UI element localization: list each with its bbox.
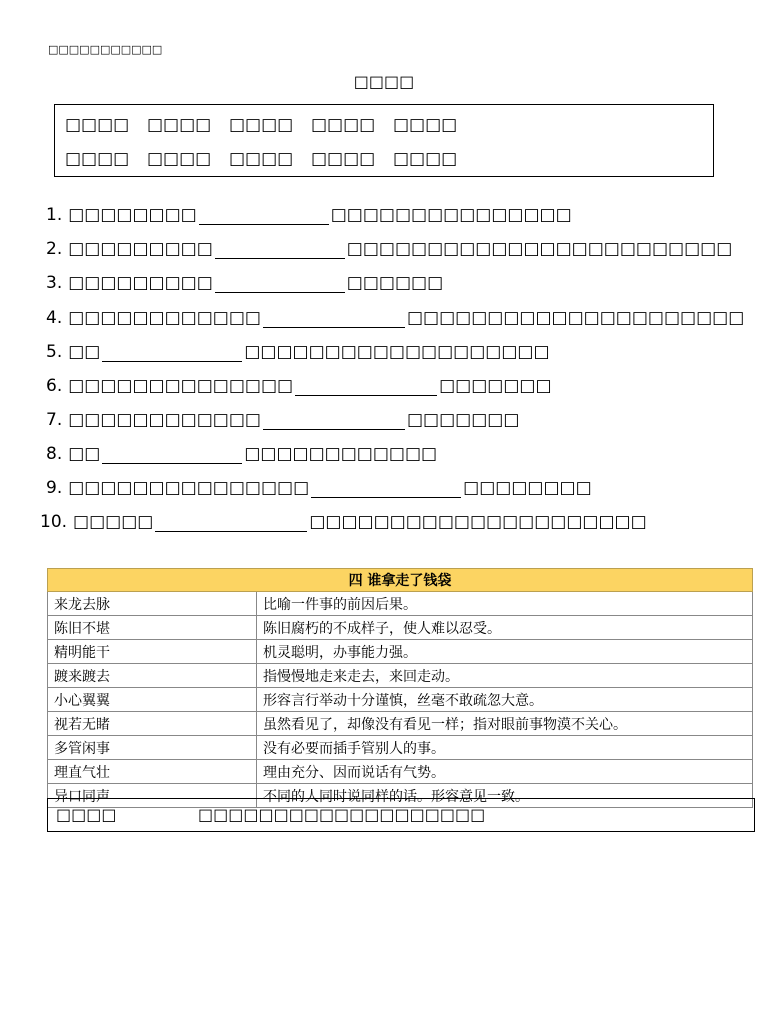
question-text-after: □□□□□□□□ [463,478,592,498]
answer-blank[interactable] [102,449,242,464]
question-text-after: □□□□□□□□□□□□ [244,444,438,464]
question-4 [46,308,744,328]
question-text-before: □□ [68,342,101,362]
idiom-definition: 陈旧腐朽的不成样子，使人难以忍受。 [257,616,753,640]
summary-label: □□□□ [56,805,117,824]
question-text-after: □□□□□□□□□□□□□□□□□□□□□□□□ [346,239,733,259]
page-title: □□□□ [353,72,415,91]
word-bank-row [65,149,475,169]
table-row [48,592,753,616]
table-row [48,640,753,664]
word-bank-item: □□□□ [393,149,458,169]
question-text-before: □□□□□□□□ [68,205,197,225]
question-text-after: □□□□□□□ [439,376,552,396]
table-row [48,736,753,760]
word-bank-item: □□□□ [65,149,130,169]
answer-blank[interactable] [155,517,307,532]
table-header-row [48,569,753,592]
question-9 [46,478,592,498]
question-number: 4. [46,308,63,328]
question-number: 5. [46,342,63,362]
question-text-before: □□□□□□□□□ [68,273,213,293]
vocabulary-table-heading: 四 谁拿走了钱袋 [48,569,753,592]
question-text-before: □□□□□□□□□ [68,239,213,259]
question-text-after: □□□□□□□□□□□□□□□ [330,205,572,225]
question-text-before: □□□□□□□□□□□□□□□ [68,478,310,498]
question-1 [46,205,572,225]
answer-blank[interactable] [102,347,242,362]
idiom-definition: 理由充分、因而说话有气势。 [257,760,753,784]
question-5 [46,342,550,362]
idiom-definition: 指慢慢地走来走去，来回走动。 [257,664,753,688]
idiom-definition: 形容言行举动十分谨慎，丝毫不敢疏忽大意。 [257,688,753,712]
answer-blank[interactable] [295,381,437,396]
answer-blank[interactable] [215,278,345,293]
idiom-term: 踱来踱去 [48,664,257,688]
idiom-term: 精明能干 [48,640,257,664]
table-row [48,664,753,688]
idiom-term: 来龙去脉 [48,592,257,616]
question-number: 10. [40,512,68,532]
idiom-definition: 没有必要而插手管别人的事。 [257,736,753,760]
word-bank-item: □□□□ [311,149,376,169]
answer-blank[interactable] [263,415,405,430]
answer-blank[interactable] [199,210,329,225]
idiom-definition: 机灵聪明，办事能力强。 [257,640,753,664]
question-6 [46,376,552,396]
idiom-term: 多管闲事 [48,736,257,760]
table-row [48,760,753,784]
question-text-before: □□□□□□□□□□□□ [68,410,261,430]
word-bank-item: □□□□ [393,115,458,135]
question-number: 3. [46,273,63,293]
table-row [48,616,753,640]
word-bank-item: □□□□ [229,115,294,135]
word-bank-row [65,115,475,135]
answer-blank[interactable] [311,483,461,498]
idiom-term: 陈旧不堪 [48,616,257,640]
answer-blank[interactable] [215,244,345,259]
question-number: 9. [46,478,63,498]
question-text-after: □□□□□□□ [406,410,520,430]
question-10 [40,512,647,532]
idiom-term: 异口同声 [48,784,257,808]
vocabulary-table [47,568,753,808]
summary-text: □□□□□□□□□□□□□□□□□□□ [198,805,486,824]
answer-blank[interactable] [263,313,405,328]
question-text-before: □□□□□ [73,512,154,532]
summary-box [47,798,755,832]
question-number: 1. [46,205,63,225]
question-2 [46,239,732,259]
question-3 [46,273,443,293]
idiom-definition: 不同的人同时说同样的话。形容意见一致。 [257,784,753,808]
idiom-definition: 虽然看见了，却像没有看见一样；指对眼前事物漠不关心。 [257,712,753,736]
idiom-definition: 比喻一件事的前因后果。 [257,592,753,616]
word-bank-item: □□□□ [229,149,294,169]
question-number: 8. [46,444,63,464]
question-number: 7. [46,410,63,430]
word-bank-item: □□□□ [311,115,376,135]
question-text-after: □□□□□□□□□□□□□□□□□□□□□ [309,512,647,532]
question-8 [46,444,437,464]
idiom-term: 视若无睹 [48,712,257,736]
word-bank-box [54,104,714,177]
idiom-term: 小心翼翼 [48,688,257,712]
idiom-term: 理直气壮 [48,760,257,784]
word-bank-item: □□□□ [65,115,130,135]
table-row [48,688,753,712]
question-text-before: □□□□□□□□□□□□ [68,308,261,328]
question-7 [46,410,519,430]
question-text-before: □□□□□□□□□□□□□□ [68,376,294,396]
table-row [48,712,753,736]
question-text-before: □□ [68,444,101,464]
word-bank-item: □□□□ [147,149,212,169]
question-number: 2. [46,239,63,259]
question-text-after: □□□□□□□□□□□□□□□□□□□ [244,342,550,362]
question-text-after: □□□□□□□□□□□□□□□□□□□□□ [406,308,745,328]
header-text: □□□□□□□□□□□ [48,43,163,56]
question-text-after: □□□□□□ [346,273,444,293]
word-bank-item: □□□□ [147,115,212,135]
question-number: 6. [46,376,63,396]
